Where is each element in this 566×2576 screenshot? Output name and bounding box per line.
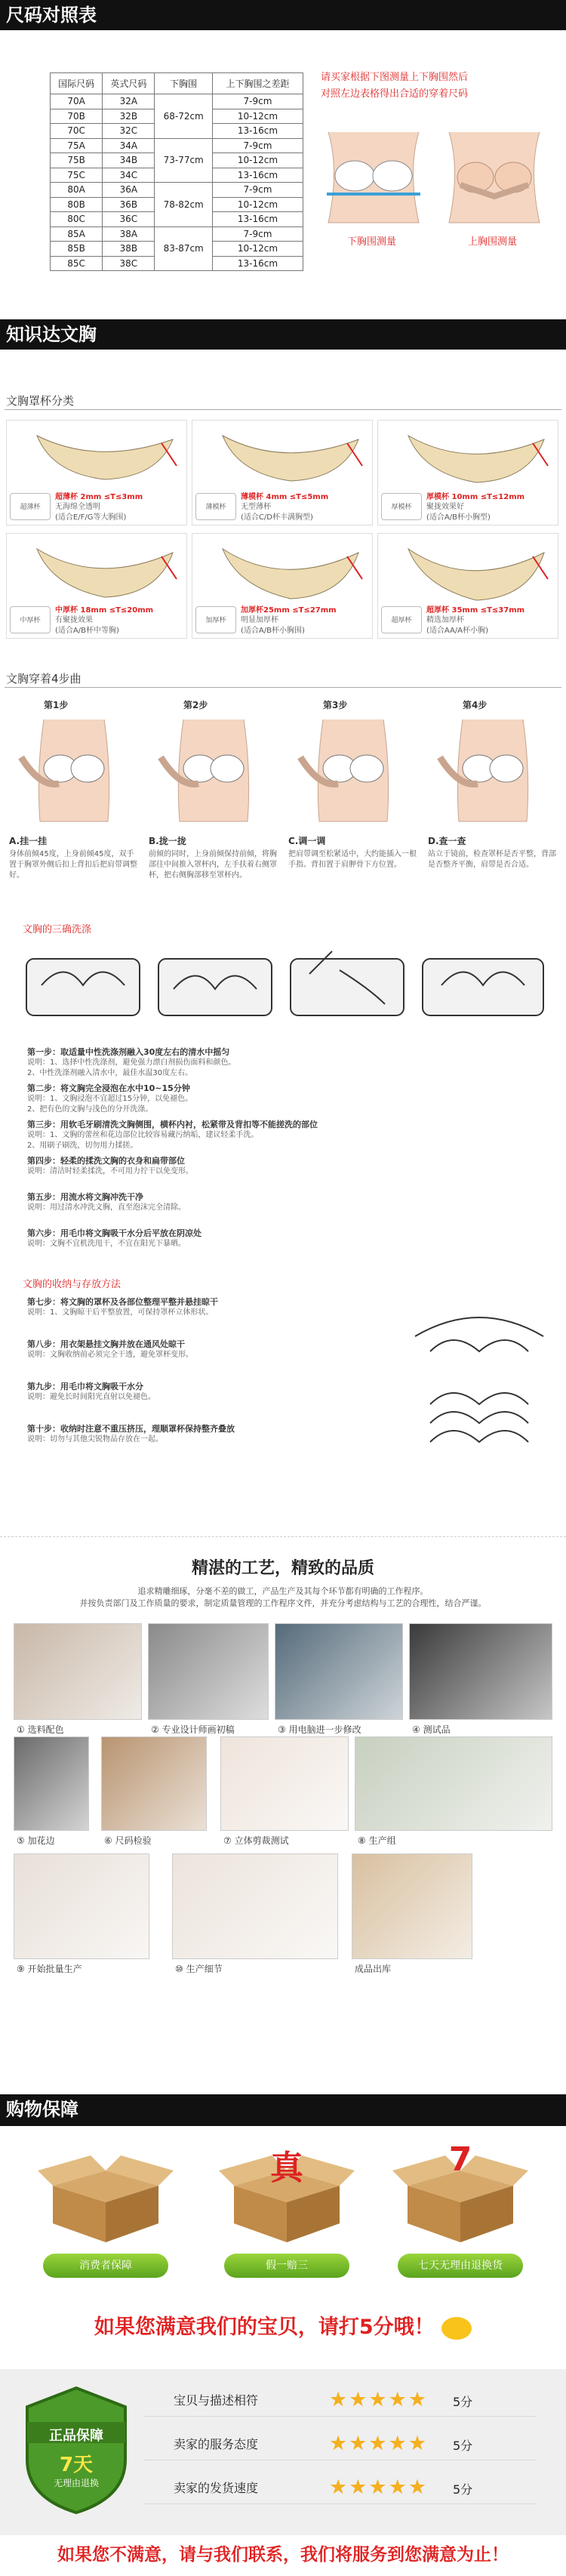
wash-step (27, 1082, 540, 1115)
cup-name: 超薄杯 2mm ≤T≤3mm (55, 493, 143, 501)
store-step-title: 第七步：将文胸的罩杯及各部位整理平整并悬挂晾干 (27, 1297, 218, 1307)
craft-caption: ⑦ 立体剪裁测试 (223, 1835, 289, 1846)
storage-illustration (408, 1291, 551, 1465)
size-row (51, 183, 303, 198)
wash-step-desc: 说明：文胸不宜机洗甩干，不宜在阳光下暴晒。 (27, 1240, 186, 1248)
wash-step-title: 第一步：取适量中性洗涤剂融入30度左右的清水中摇匀 (27, 1047, 230, 1057)
box-icon (30, 2140, 181, 2246)
cup-fit: (适合C/D杯丰满胸型) (241, 513, 313, 522)
craft-desc: 追求精雕细琢，分毫不差的做工，产品生产及其每个环节都有明确的工作程序。 并按负责部门及工作质量的要求，制定质量管理的工作程序文件，并充分考虑结构与工艺的合理性，结合严谨。 (79, 1586, 487, 1608)
craft-photo (220, 1736, 349, 1831)
size-uk: 36C (103, 212, 155, 227)
store-title: 文胸的收纳与存放方法 (23, 1279, 122, 1290)
underbust-range: 83-87cm (155, 226, 212, 271)
craft-photo (14, 1853, 149, 1959)
underbust-range: 68-72cm (155, 94, 212, 139)
cup-side-view: 超薄杯 (10, 493, 51, 520)
cup-desc: 有聚拢效果 (55, 616, 93, 624)
step-title: D.查一查 (428, 836, 466, 846)
under-bust-label: 下胸围测量 (347, 236, 397, 248)
size-intl: 75C (51, 168, 103, 183)
store-step-desc: 说明：避免长时间阳光直射以免褪色。 (27, 1393, 155, 1401)
step-desc: 前倾的同时，上身前倾保持前倾，将胸部往中间推入罩杯内，左手扶着右侧罩杯，把右侧胸部移至罩杯内。 (149, 850, 277, 880)
wear-figure-icon (146, 712, 281, 825)
size-table (50, 72, 303, 271)
wash-step (27, 1227, 540, 1249)
box-mark: 7 (448, 2140, 472, 2179)
size-intl: 85A (51, 226, 103, 242)
guarantee-header (0, 2094, 566, 2126)
cup-shape-icon (7, 534, 188, 602)
size-intl: 75B (51, 153, 103, 168)
wear-figure-icon (285, 712, 421, 825)
guarantee-button: 假一赔三 (224, 2254, 349, 2278)
wear-step (425, 698, 561, 902)
size-uk: 38A (103, 226, 155, 242)
craft-caption: 成品出库 (355, 1964, 392, 1974)
guarantee-button: 消费者保障 (43, 2254, 168, 2278)
wear-step (285, 698, 421, 902)
cup-side-view: 薄模杯 (195, 493, 236, 520)
size-intl: 85C (51, 256, 103, 271)
cup-fit: (适合A/B杯小胸围) (241, 627, 305, 635)
guarantee-item (385, 2140, 536, 2284)
size-uk: 38C (103, 256, 155, 271)
store-step-title: 第八步：用衣架悬挂文胸并放在通风处晾干 (27, 1339, 185, 1349)
cup-desc: 精选加厚杯 (426, 616, 464, 624)
wash-step-desc: 说明：1、文胸的蕾丝和花边部位比较容易藏污纳垢，建议轻柔手洗。 (27, 1131, 259, 1139)
guarantee-item (30, 2140, 181, 2284)
cup-shape-icon (192, 421, 374, 488)
rating-row (143, 2382, 536, 2417)
col-underbust: 下胸围 (155, 73, 212, 94)
cup-card (6, 533, 187, 639)
wash-step (27, 1154, 540, 1177)
upper-bust-label: 上胸围测量 (468, 236, 518, 248)
craft-photo (101, 1736, 207, 1831)
size-uk: 36A (103, 183, 155, 198)
size-uk: 34B (103, 153, 155, 168)
wash-step-title: 第六步：用毛巾将文胸吸干水分后平放在阴凉处 (27, 1228, 201, 1238)
size-uk: 36B (103, 197, 155, 212)
size-chart-title: 尺码对照表 (6, 5, 97, 26)
cup-side-view: 加厚杯 (195, 606, 236, 633)
smiley-icon (441, 2317, 472, 2340)
cup-shape-icon (378, 421, 559, 488)
underbust-range: 78-82cm (155, 183, 212, 227)
size-row (51, 226, 303, 242)
rating-prompt: 如果您满意我们的宝贝，请打5分哦！ (0, 2310, 566, 2340)
bust-diff: 7-9cm (212, 183, 303, 198)
cup-card (377, 420, 558, 525)
craft-photo (409, 1623, 552, 1720)
size-intl: 70B (51, 109, 103, 124)
craft-caption: ④ 测试品 (412, 1724, 451, 1735)
cup-card (377, 533, 558, 639)
wash-step-desc2: 2、把有色的文胸与浅色的分开洗涤。 (27, 1105, 153, 1114)
step-number: 第3步 (323, 700, 348, 710)
size-intl: 80C (51, 212, 103, 227)
cup-desc: 无海绵全透明 (55, 503, 100, 511)
cup-fit: (适合A/B杯小胸型) (426, 513, 491, 522)
craft-caption: ① 选料配色 (17, 1724, 64, 1735)
wear-figure-icon (425, 712, 561, 825)
rating-row (143, 2470, 536, 2504)
cup-name: 超厚杯 35mm ≤T≤37mm (426, 606, 525, 615)
cup-side-view: 超厚杯 (381, 606, 422, 633)
cup-side-view: 厚模杯 (381, 493, 422, 520)
step-number: 第1步 (44, 700, 69, 710)
size-uk: 34A (103, 138, 155, 153)
craft-caption: ⑨ 开始批量生产 (17, 1964, 82, 1974)
store-step (27, 1422, 397, 1445)
store-step-title: 第九步：用毛巾将文胸吸干水分 (27, 1382, 143, 1391)
measure-instruction: 请买家根据下图测量上下胸围然后 对照左边表格得出合适的穿着尺码 (321, 72, 469, 100)
store-step (27, 1338, 397, 1360)
size-uk: 32B (103, 109, 155, 124)
bust-diff: 13-16cm (212, 168, 303, 183)
col-intl: 国际尺码 (51, 73, 103, 94)
cup-side-view: 中厚杯 (10, 606, 51, 633)
size-row (51, 138, 303, 153)
store-step-title: 第十步：收纳时注意不重压挤压，理顺罩杯保持整齐叠放 (27, 1424, 235, 1434)
under-bust-figure (327, 132, 420, 223)
cup-name: 薄模杯 4mm ≤T≤5mm (241, 493, 329, 501)
knowledge-title: 知识达文胸 (6, 324, 97, 345)
wear-section-title: 文胸穿着4步曲 (6, 672, 82, 686)
cup-name: 加厚杯25mm ≤T≤27mm (241, 606, 337, 615)
cup-desc: 聚拢效果好 (426, 503, 464, 511)
craft-photo (172, 1853, 338, 1959)
wear-step (146, 698, 281, 902)
cup-fit: (适合A/B杯中等胸) (55, 627, 119, 635)
cup-desc: 明显加厚杯 (241, 616, 278, 624)
cup-card (6, 420, 187, 525)
footer-note: 如果您不满意，请与我们联系，我们将服务到您满意为止！ (57, 2545, 509, 2565)
cup-name: 中厚杯 18mm ≤T≤20mm (55, 606, 154, 615)
bust-diff: 7-9cm (212, 226, 303, 242)
store-step-desc: 说明：文胸收纳前必须完全干透，避免罩杯变形。 (27, 1351, 193, 1359)
craft-caption: ⑧ 生产组 (358, 1835, 396, 1846)
wash-step (27, 1118, 540, 1151)
wash-step-title: 第四步：轻柔的揉洗文胸的衣身和扁带部位 (27, 1156, 185, 1166)
craft-photo (352, 1853, 472, 1959)
underbust-range: 73-77cm (155, 138, 212, 183)
craft-photo (148, 1623, 269, 1720)
bust-diff: 13-16cm (212, 212, 303, 227)
wash-step-desc: 说明：清洁时轻柔揉洗，不可用力拧干以免变形。 (27, 1167, 193, 1176)
rating-score: 5分 (453, 2395, 473, 2409)
craft-caption: ⑩ 生产细节 (175, 1964, 223, 1974)
store-step-desc: 说明：切勿与其他尖锐物品存放在一起。 (27, 1435, 163, 1444)
size-intl: 80B (51, 197, 103, 212)
cup-shape-icon (378, 534, 559, 602)
cup-fit: (适合AA/A杯小胸) (426, 627, 488, 635)
cup-card (192, 533, 373, 639)
guarantee-title: 购物保障 (6, 2099, 78, 2120)
measurement-illustration (313, 125, 555, 230)
wash-step-title: 第五步：用流水将文胸冲洗干净 (27, 1192, 143, 1202)
bust-diff: 10-12cm (212, 242, 303, 257)
wash-title: 文胸的三确洗涤 (23, 924, 92, 935)
size-intl: 85B (51, 242, 103, 257)
step-title: C.调一调 (288, 836, 326, 846)
craft-photo (355, 1736, 552, 1831)
wash-step-desc: 说明：1、文胸浸泡不宜超过15分钟，以免褪色。 (27, 1095, 193, 1103)
size-row (51, 94, 303, 109)
wash-step-desc: 说明：用过清水冲洗文胸，直至泡沫完全清除。 (27, 1203, 186, 1212)
craft-caption: ③ 用电脑进一步修改 (278, 1724, 361, 1735)
bust-diff: 10-12cm (212, 197, 303, 212)
cup-desc: 无型薄杯 (241, 503, 271, 511)
store-step-desc: 说明：1、文胸晾干后平整放置，可保持罩杯立体形状。 (27, 1308, 214, 1317)
guarantee-button: 七天无理由退换货 (398, 2254, 523, 2278)
cup-fit: (适合E/F/G等大胸围) (55, 513, 127, 522)
bust-diff: 10-12cm (212, 153, 303, 168)
size-intl: 70C (51, 124, 103, 139)
rating-label: 卖家的服务态度 (174, 2437, 259, 2451)
wear-step (6, 698, 142, 902)
col-uk: 英式尺码 (103, 73, 155, 94)
step-number: 第4步 (463, 700, 488, 710)
size-uk: 32A (103, 94, 155, 109)
size-uk: 32C (103, 124, 155, 139)
wash-step (27, 1191, 540, 1213)
wash-step-desc2: 2、中性洗涤剂融入清水中，最佳水温30度左右。 (27, 1069, 193, 1077)
craft-caption: ⑥ 尺码检验 (104, 1835, 152, 1846)
cup-card (192, 420, 373, 525)
bust-diff: 13-16cm (212, 256, 303, 271)
step-number: 第2步 (183, 700, 208, 710)
step-title: A.挂一挂 (9, 836, 48, 846)
craft-caption: ② 专业设计师画初稿 (151, 1724, 235, 1735)
wash-step-desc2: 2、用刷子刷洗，切勿用力揉搓。 (27, 1142, 138, 1150)
box-mark: 真 (270, 2149, 303, 2187)
size-intl: 80A (51, 183, 103, 198)
craft-photo (14, 1623, 142, 1720)
size-uk: 34C (103, 168, 155, 183)
wear-figure-icon (6, 712, 142, 825)
size-chart-header (0, 0, 566, 30)
store-step (27, 1296, 397, 1318)
store-step (27, 1380, 397, 1403)
bust-diff: 10-12cm (212, 109, 303, 124)
rating-score: 5分 (453, 2439, 473, 2453)
size-uk: 38B (103, 242, 155, 257)
bust-diff: 7-9cm (212, 138, 303, 153)
rating-row (143, 2426, 536, 2460)
craft-caption: ⑤ 加花边 (17, 1835, 55, 1846)
wash-illustrations (23, 944, 551, 1034)
step-desc: 站立于镜前，检查罩杯是否平整，背部是否整齐平衡，肩带是否合适。 (428, 850, 556, 869)
craft-photo (275, 1623, 403, 1720)
guarantee-item (211, 2140, 362, 2284)
star-rating: ★★★★★ (329, 2476, 429, 2499)
bust-diff: 13-16cm (212, 124, 303, 139)
guarantee-badge: 正品保障 7天 无理由退换 (20, 2384, 133, 2516)
cup-shape-icon (192, 534, 374, 602)
bust-diff: 7-9cm (212, 94, 303, 109)
cup-section-title: 文胸罩杯分类 (6, 394, 75, 408)
step-desc: 把肩带调至松紧适中，大约能插入一根手指。背扣置于肩胛骨下方位置。 (288, 850, 417, 869)
upper-bust-figure (449, 132, 540, 223)
step-title: B.拢一拢 (149, 836, 186, 846)
craft-title: 精湛的工艺，精致的品质 (191, 1559, 374, 1578)
size-intl: 70A (51, 94, 103, 109)
knowledge-header (0, 319, 566, 350)
wash-step-title: 第二步：将文胸完全浸泡在水中10~15分钟 (27, 1083, 190, 1093)
wash-step-desc: 说明：1、选择中性洗涤剂，避免强力漂白剂损伤面料和颜色。 (27, 1058, 236, 1067)
rating-label: 宝贝与描述相符 (174, 2393, 259, 2408)
cup-shape-icon (7, 421, 188, 488)
col-diff: 上下胸围之差距 (212, 73, 303, 94)
wash-step-title: 第三步：用软毛牙刷清洗文胸侧围，横杯内衬，松紧带及背扣等不能搓洗的部位 (27, 1120, 318, 1129)
star-rating: ★★★★★ (329, 2432, 429, 2455)
rating-score: 5分 (453, 2482, 473, 2497)
star-rating: ★★★★★ (329, 2388, 429, 2411)
craft-photo (14, 1736, 89, 1831)
rating-label: 卖家的发货速度 (174, 2481, 259, 2495)
cup-name: 厚模杯 10mm ≤T≤12mm (426, 493, 525, 501)
wash-step (27, 1046, 540, 1079)
size-intl: 75A (51, 138, 103, 153)
step-desc: 身体前倾45度，上身前倾45度，双手置于胸罩外侧后扣上背扣后把肩带调整好。 (9, 850, 137, 880)
